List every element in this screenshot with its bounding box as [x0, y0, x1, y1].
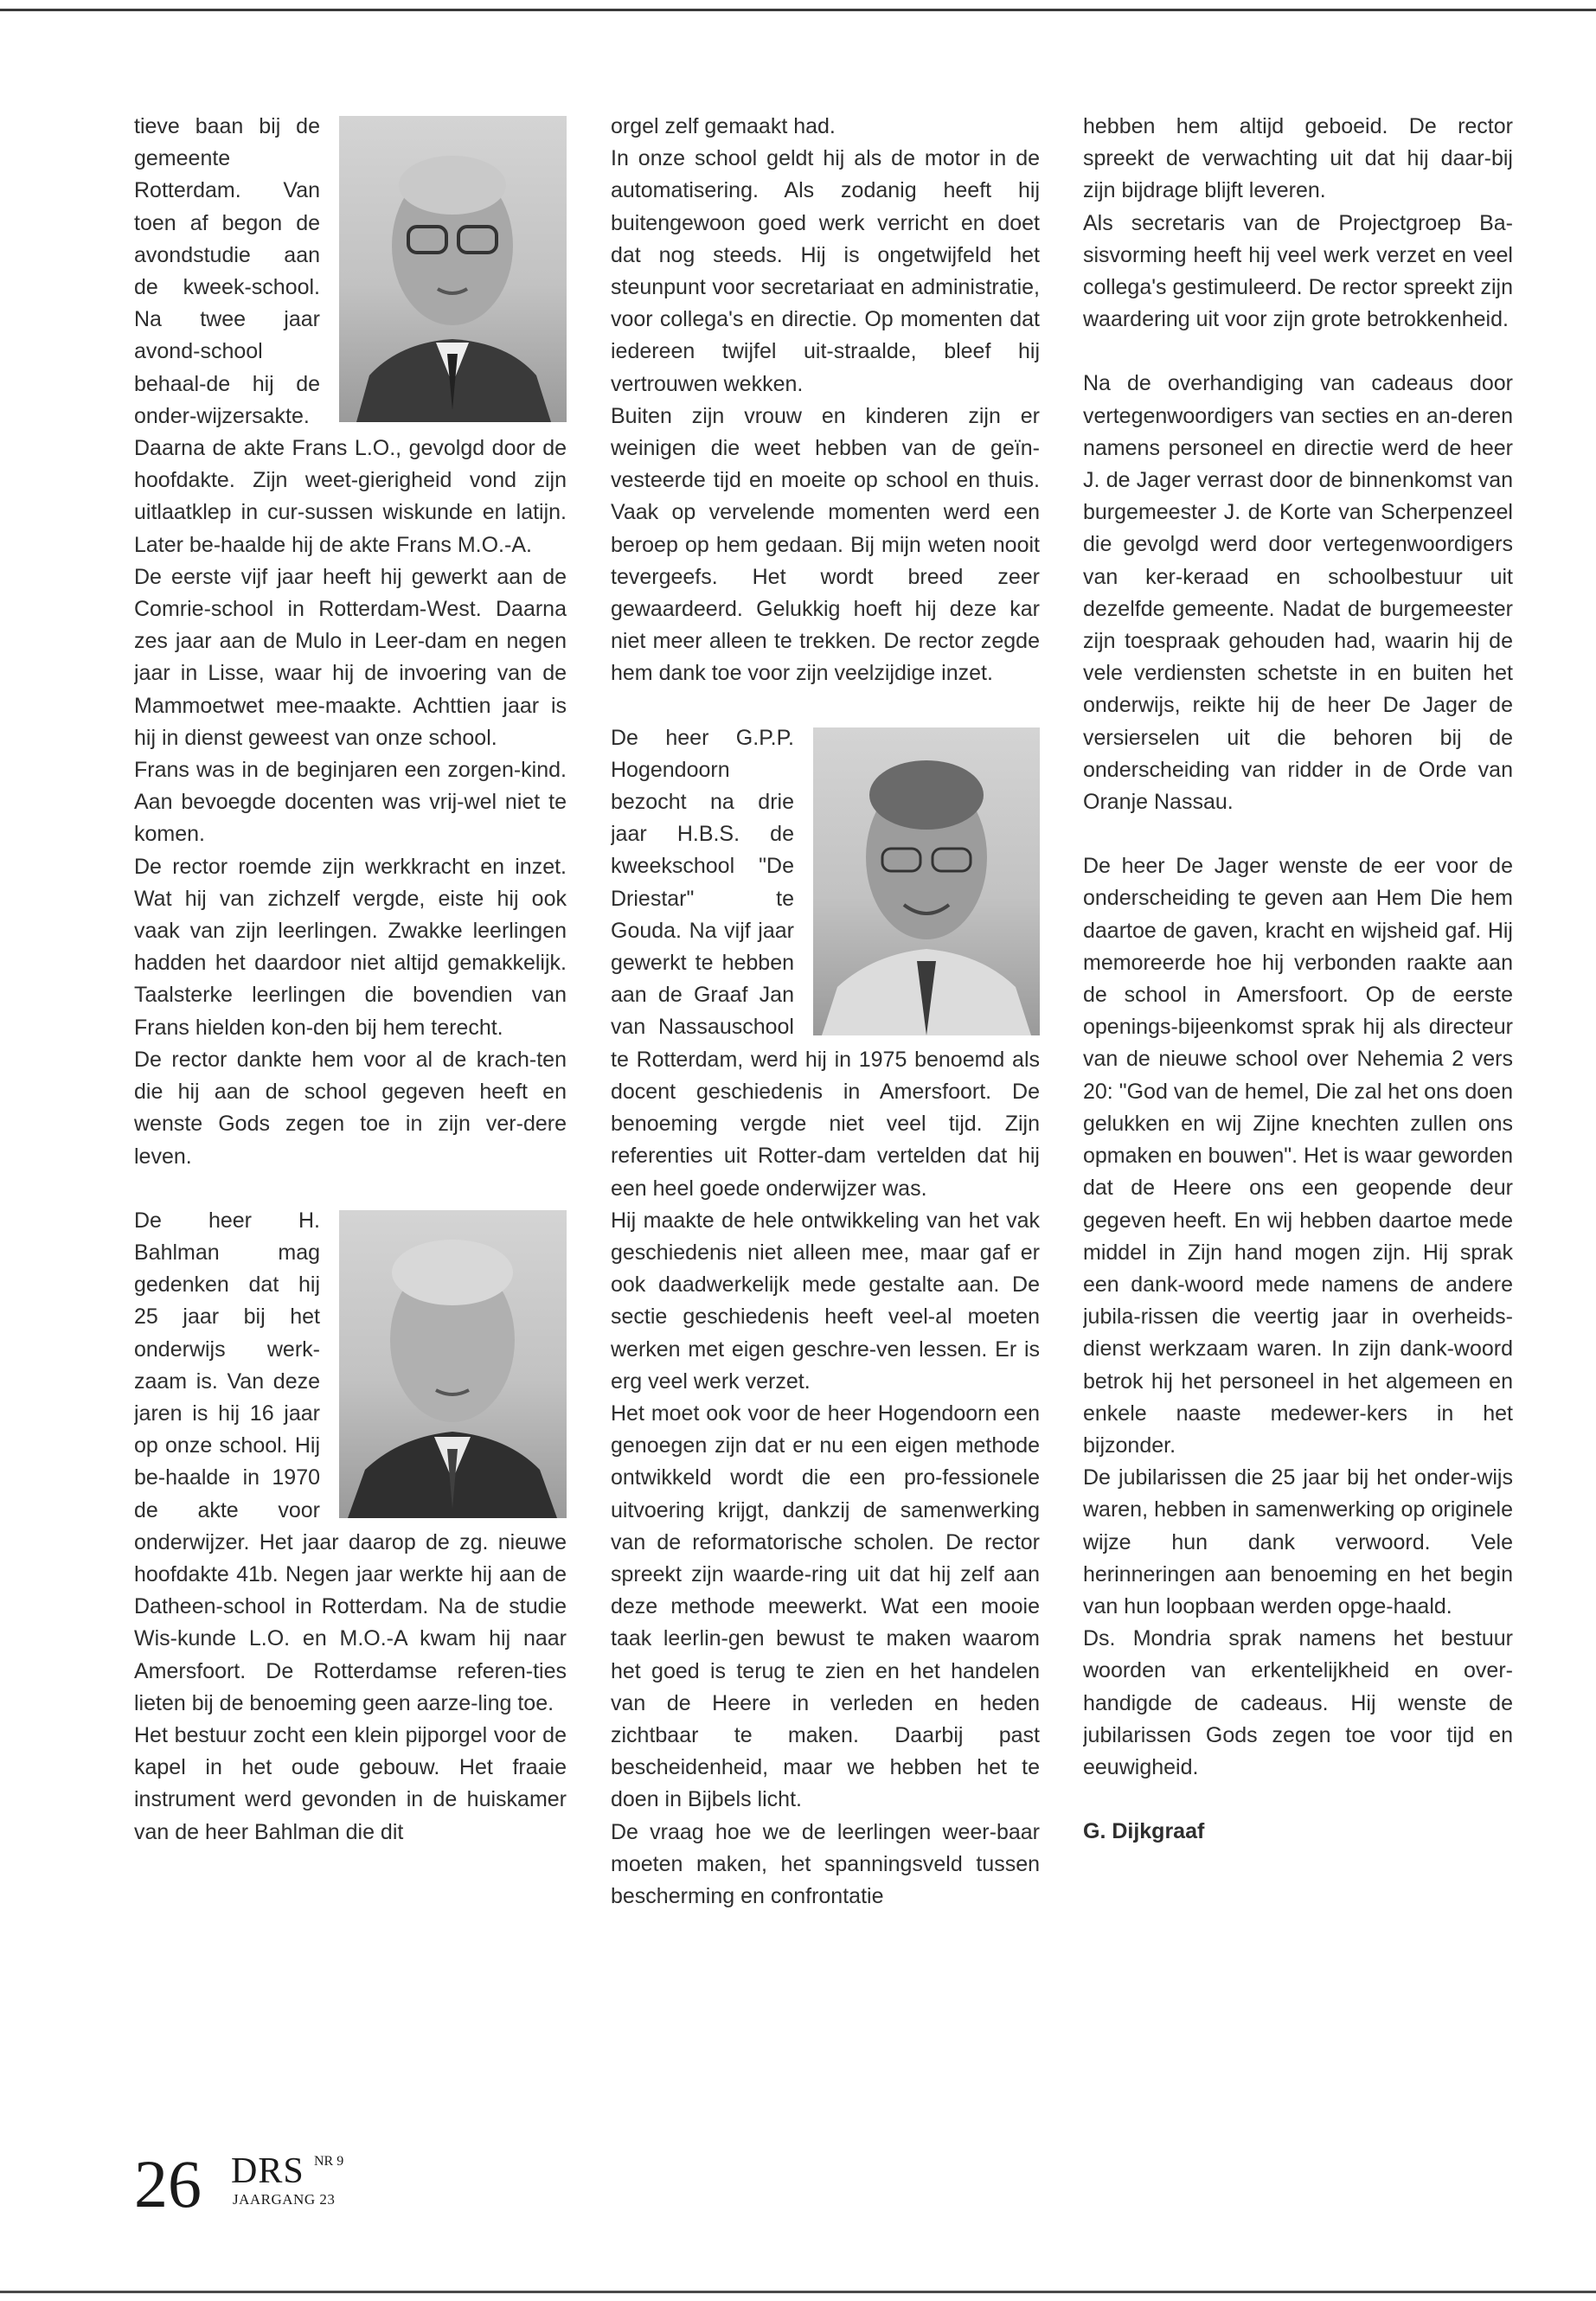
portrait-photo-hogendoorn — [813, 727, 1040, 1035]
col3-paragraph-1: hebben hem altijd geboeid. De rector spreekt de verwachting uit dat hij daar-bij zijn bijdrage blijft leveren. — [1083, 114, 1513, 203]
top-rule — [0, 9, 1596, 11]
author-signature: G. Dijkgraaf — [1083, 1819, 1205, 1844]
column-3 — [1083, 111, 1513, 2040]
col1-paragraph-4: De rector roemde zijn werkkracht en inzet. Wat hij van zichzelf vergde, eiste hij ook vaak van zijn leerlingen. Zwakke leerlingen hadden het daardoor niet altijd gemakkelijk. Taalsterke leerlingen die bovendien van Frans hielden kon-den bij hem terecht. — [134, 854, 567, 1040]
col3-paragraph-2: Als secretaris van de Projectgroep Ba-sisvorming heeft hij veel werk verzet en veel collega's gestimuleerd. De rector spreekt zijn waardering uit voor zijn grote betrokkenheid. — [1083, 210, 1513, 332]
col1-paragraph-2: De eerste vijf jaar heeft hij gewerkt aan de Comrie-school in Rotterdam-West. Daarna zes jaar aan de Mulo in Leer-dam en negen jaar in Lisse, waar hij de invoering van de Mammoetwet mee-maakte. Achttien jaar is hij in dienst geweest van onze school. — [134, 564, 567, 750]
portrait-photo-bahlman — [339, 1210, 567, 1518]
col2-paragraph-7: De vraag hoe we de leerlingen weer-baar moeten maken, het spanningsveld tussen bescherming en confrontatie — [611, 1819, 1040, 1908]
col3-paragraph-5: De jubilarissen die 25 jaar bij het onder-wijs waren, hebben in samenwerking op originele wijze hun dank verwoord. Vele herinneringen aan benoeming en het begin van hun loopbaan werden opge-haald. — [1083, 1465, 1513, 1618]
col2-paragraph-1: orgel zelf gemaakt had. — [611, 114, 836, 138]
col1-paragraph-6: De heer H. Bahlman mag gedenken dat hij 25 jaar bij het onderwijs werk-zaam is. Van deze jaren is hij 16 jaar op onze school. Hij be-haalde in 1970 de akte voor onderwijzer. Het jaar daarop de zg. nieuwe hoofdakte 41b. Negen jaar werkte hij aan de Datheen-school in Rotterdam. Na de studie Wis-kunde L.O. en M.O.-A kwam hij naar Amersfoort. De Rotterdamse referen-ties lieten bij de benoeming geen aarze-ling toe. — [134, 1208, 567, 1715]
col3-paragraph-3: Na de overhandiging van cadeaus door vertegenwoordigers van secties en an-deren namens personeel en directie werd de heer J. de Jager verrast door de binnenkomst van burgemeester J. de Korte van Scherpenzeel die gevolgd werd door vertegenwoordigers van ker-keraad en schoolbestuur uit dezelfde gemeente. Nadat de burgemeester zijn toespraak gehouden had, waarin hij de vele verdiensten schetste in en buiten het onderwijs, reikte hij de heer De Jager de versierselen uit die behoren bij de onderscheiding van ridder in de Orde van Oranje Nassau. — [1083, 371, 1513, 815]
col2-paragraph-2: In onze school geldt hij als de motor in de automatisering. Als zodanig heeft hij buitengewoon goed werk verricht en doet dat nog steeds. Hij is ongetwijfeld het steunpunt voor secretariaat en administratie, voor collega's en directie. Op momenten dat iedereen twijfel uit-straalde, bleef hij vertrouwen wekken. — [611, 146, 1040, 396]
column-1 — [134, 111, 567, 2040]
col1-paragraph-7: Het bestuur zocht een klein pijporgel voor de kapel in het oude gebouw. Het fraaie instrument werd gevonden in de huiskamer van de heer Bahlman die dit — [134, 1722, 567, 1844]
bottom-rule — [0, 2291, 1596, 2293]
col3-paragraph-6: Ds. Mondria sprak namens het bestuur woorden van erkentelijkheid en over-handigde de cadeaus. Hij wenste de jubilarissen Gods zegen toe voor tijd en eeuwigheid. — [1083, 1626, 1513, 1779]
magazine-title: DRS — [231, 2151, 304, 2191]
col2-paragraph-3: Buiten zijn vrouw en kinderen zijn er weinigen die weet hebben van de geïn-vesteerde tijd en moeite op school en thuis. Vaak op vervelende momenten werd een beroep op hem gedaan. Bij mijn weten nooit tevergeefs. Het wordt breed zeer gewaardeerd. Gelukkig hoeft hij deze kar niet meer alleen te trekken. De rector zegde hem dank toe voor zijn veelzijdige inzet. — [611, 403, 1040, 686]
issue-number: NR 9 — [314, 2154, 344, 2169]
col2-paragraph-6: Het moet ook voor de heer Hogendoorn een genoegen zijn dat er nu een eigen methode ontwikkeld wordt die een pro-fessionele uitvoering krijgt, dankzij de samenwerking van de reformatorische scholen. De rector spreekt zijn waarde-ring uit dat hij zelf aan deze methode meewerkt. Wat een mooie taak leerlin-gen bewust te maken waarom het goed is terug te zien en het handelen van de Heere in verleden en heden zichtbaar te maken. Daarbij past bescheidenheid, maar we hebben het te doen in Bijbels licht. — [611, 1400, 1040, 1812]
col3-paragraph-4: De heer De Jager wenste de eer voor de onderscheiding te geven aan Hem Die hem daartoe de gaven, kracht en wijsheid gaf. Hij memoreerde hoe hij verbonden raakte aan de school in Amersfoort. Op de eerste openings-bijeenkomst sprak hij als directeur van de nieuwe school over Nehemia 2 vers 20: "God van de hemel, Die zal het ons doen gelukken en wij Zijne knechten zullen ons opmaken en bouwen". Het is waar geworden dat de Heere ons een geopende deur gegeven heeft. En wij hebben daartoe mede middel in Zijn hand mogen zijn. Hij sprak een dank-woord mede namens de andere jubila-rissen die veertig jaar in overheids-dienst werkzaam waren. In zijn dank-woord betrok hij het personeel in het algemeen en enkele naaste medewer-kers in het bijzonder. — [1083, 854, 1513, 1458]
col1-paragraph-1: tieve baan bij de gemeente Rotterdam. Van toen af begon de avondstudie aan de kweek-school. Na twee jaar avond-school behaal-de hij de onder-wijzersakte. Daarna de akte Frans L.O., gevolgd door de hoofdakte. Zijn weet-gierigheid vond zijn uitlaatklep in cur-sussen wiskunde en latijn. Later be-haalde hij de akte Frans M.O.-A. — [134, 114, 567, 557]
col1-paragraph-5: De rector dankte hem voor al de krach-ten die hij aan de school gegeven heeft en wenste Gods zegen toe in zijn ver-dere leven. — [134, 1047, 567, 1169]
col2-paragraph-4: De heer G.P.P. Hogendoorn bezocht na drie jaar H.B.S. de kweekschool "De Driestar" te Gouda. Na vijf jaar gewerkt te hebben aan de Graaf Jan van Nassauschool te Rotterdam, werd hij in 1975 benoemd als docent geschiedenis in Amersfoort. De benoeming vergde niet veel tijd. Zijn referenties uit Rotter-dam vertelden dat hij een heel goede onderwijzer was. — [611, 725, 1040, 1201]
volume-label: JAARGANG 23 — [233, 2191, 336, 2208]
col1-paragraph-3: Frans was in de beginjaren een zorgen-kind. Aan bevoegde docenten was vrij-wel niet te komen. — [134, 758, 567, 847]
column-2 — [611, 111, 1040, 2040]
col2-paragraph-5: Hij maakte de hele ontwikkeling van het vak geschiedenis niet alleen mee, maar gaf er ook daadwerkelijk mede gestalte aan. De sectie geschiedenis heeft veel-al moeten werken met eigen geschre-ven lessen. Er is erg veel werk verzet. — [611, 1208, 1040, 1394]
page-number: 26 — [134, 2146, 202, 2221]
page-footer — [134, 2145, 420, 2223]
portrait-photo-frans-teacher — [339, 116, 567, 422]
